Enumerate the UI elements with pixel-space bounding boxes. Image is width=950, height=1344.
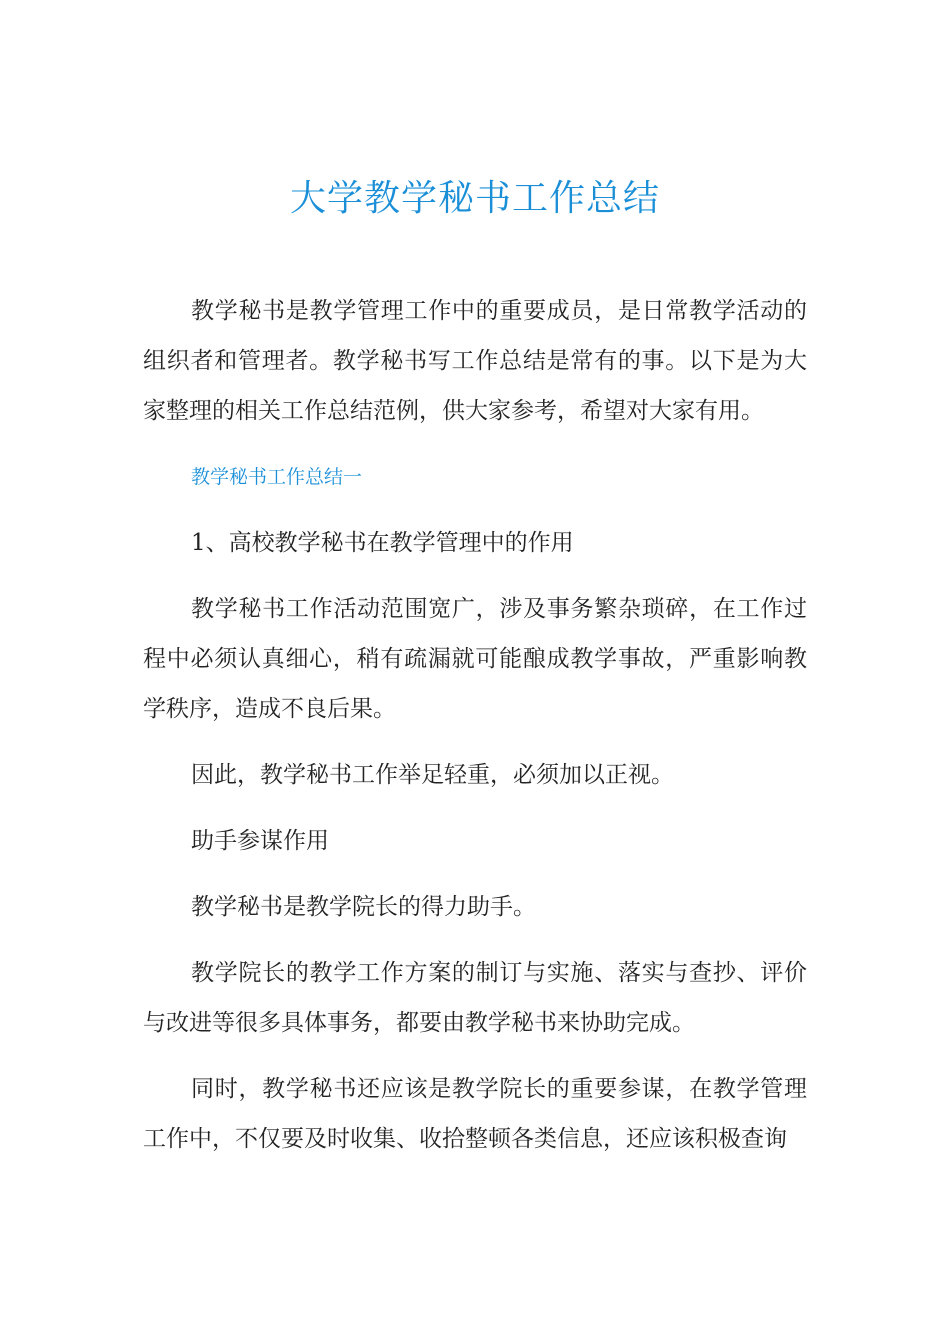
document-title: 大学教学秘书工作总结 — [289, 178, 660, 219]
paragraph-role-title: 1、高校教学秘书在教学管理中的作用 — [191, 530, 574, 556]
paragraph-importance: 因此，教学秘书工作举足轻重，必须加以正视。 — [191, 762, 674, 788]
document-body — [143, 286, 807, 1180]
paragraph-duties: 教学院长的教学工作方案的制订与实施、落实与查抄、评价与改进等很多具体事务，都要由教学秘书来协助完成。 — [143, 960, 807, 1036]
paragraph-advisor: 同时，教学秘书还应该是教学院长的重要参谋，在教学管理工作中，不仅要及时收集、收拾整顿各类信息，还应该积极查询 — [143, 1076, 807, 1152]
paragraph-scope: 教学秘书工作活动范围宽广，涉及事务繁杂琐碎，在工作过程中必须认真细心，稍有疏漏就可能酿成教学事故，严重影响教学秩序，造成不良后果。 — [143, 596, 807, 722]
section-heading: 教学秘书工作总结一 — [191, 466, 363, 488]
paragraph-assistant: 教学秘书是教学院长的得力助手。 — [191, 894, 536, 920]
paragraph-assistant-role: 助手参谋作用 — [191, 828, 329, 854]
intro-paragraph: 教学秘书是教学管理工作中的重要成员，是日常教学活动的组织者和管理者。教学秘书写工作总结是常有的事。以下是为大家整理的相关工作总结范例，供大家参考，希望对大家有用。 — [143, 298, 807, 424]
